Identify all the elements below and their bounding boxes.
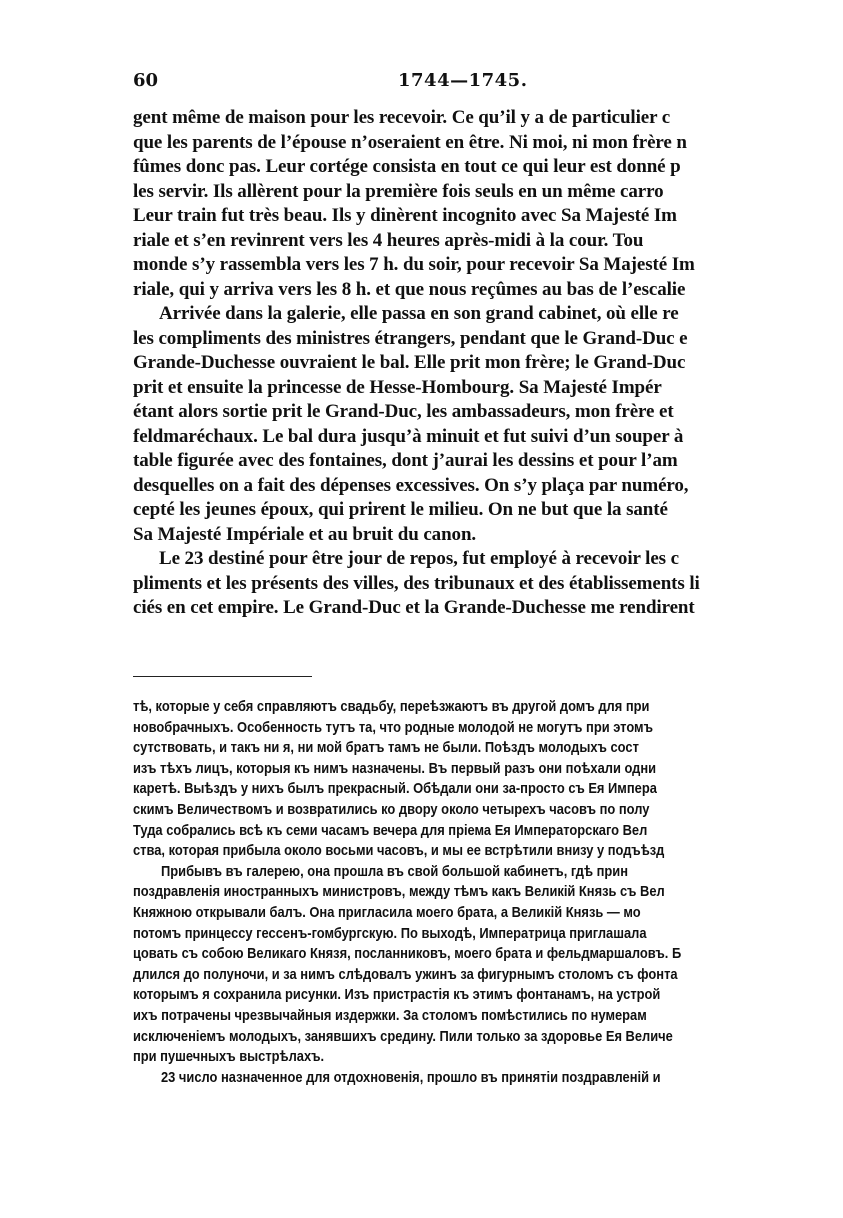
page-header	[133, 70, 833, 94]
footnote-line	[133, 800, 821, 821]
footnote-line	[133, 944, 821, 965]
footnote-line-text: длился до полуночи, и за нимъ слѣдовалъ ужинъ за фигурнымъ столомъ съ фонта	[133, 965, 678, 983]
text-line: pliments et les présents des villes, des tribunaux et des établissements li	[133, 572, 700, 594]
footnote-line-text: цовать съ собою Великаго Князя, посланниковъ, моего брата и фельдмаршаловъ. Б	[133, 945, 682, 963]
footnote-line-text: 23 число назначенное для отдохновенія, прошло въ принятіи поздравленій и	[161, 1068, 661, 1086]
footnote-line-text: Прибывъ въ галерею, она прошла въ свой большой кабинетъ, гдѣ прин	[161, 862, 628, 880]
text-line: fûmes donc pas. Leur cortége consista en tout ce qui leur est donné p	[133, 156, 681, 177]
footnote-line	[133, 779, 821, 800]
footnote-line	[133, 985, 821, 1006]
footnote-line	[133, 903, 821, 924]
text-line: cepté les jeunes époux, qui prirent le milieu. On ne but que la santé	[133, 499, 668, 520]
footnote-line-text: скимъ Величествомъ и возвратились ко двору около четырехъ часовъ по полу	[133, 800, 650, 818]
page-number: 60	[133, 70, 159, 91]
text-line: desquelles on a fait des dépenses excessives. On s’y plaça par numéro,	[133, 474, 689, 496]
footnote-line-text: тѣ, которые у себя справляютъ свадьбу, переѣзжаютъ въ другой домъ для при	[133, 698, 650, 715]
footnote-line-text: при пушечныхъ выстрѣлахъ.	[133, 1048, 325, 1066]
footnote-line	[133, 1006, 821, 1027]
text-line: monde s’y rassembla vers les 7 h. du soir, pour recevoir Sa Majesté Im	[133, 254, 695, 275]
text-line: Arrivée dans la galerie, elle passa en son grand cabinet, où elle re	[159, 303, 679, 324]
footnote-line-text: ства, которая прибыла около восьми часовъ, и мы ее встрѣтили внизу у подъѣзд	[133, 842, 665, 860]
footnote-line	[133, 924, 821, 945]
footnote-line	[133, 1068, 821, 1089]
footnote-line	[133, 965, 821, 986]
footnote-line-text: исключеніемъ молодыхъ, занявшихъ средину. Пили только за здоровье Ея Величе	[133, 1027, 673, 1045]
footnote-line-text: сутствовать, и такъ ни я, ни мой братъ тамъ не были. Поѣздъ молодыхъ сост	[133, 739, 639, 757]
footnote-line	[133, 738, 821, 759]
footnote-text	[133, 697, 821, 1088]
text-line: Leur train fut très beau. Ils y dinèrent incognito avec Sa Majesté Im	[133, 205, 677, 226]
text-line: feldmaréchaux. Le bal dura jusqu’à minuit et fut suivi d’un souper à	[133, 425, 684, 447]
footnote-line-text: Княжною открывали балъ. Она пригласила моего брата, а Великій Князь — мо	[133, 903, 641, 921]
footnote-line	[133, 1027, 821, 1048]
text-line: riale, qui y arriva vers les 8 h. et que nous reçûmes au bas de l’escalie	[133, 278, 686, 300]
text-line: les compliments des ministres étrangers, pendant que le Grand-Duc e	[133, 327, 688, 349]
footnote-line-text: Туда собрались всѣ къ семи часамъ вечера для пріема Ея Императорскаго Вел	[133, 821, 648, 839]
text-line: les servir. Ils allèrent pour la première fois seuls en un même carro	[133, 180, 664, 202]
text-line: Le 23 destiné pour être jour de repos, fut employé à recevoir les c	[159, 548, 679, 569]
footnote-line	[133, 841, 821, 862]
footnote-line	[133, 882, 821, 903]
footnote-line-text: которымъ я сохранила рисунки. Изъ пристрастія къ этимъ фонтанамъ, на устрой	[133, 986, 661, 1004]
text-line: table figurée avec des fontaines, dont j’aurai les dessins et pour l’am	[133, 450, 678, 471]
running-title: 1744—1745.	[398, 70, 528, 91]
footnote-line-text: новобрачныхъ. Особенность тутъ та, что родные молодой не могутъ при этомъ	[133, 718, 653, 736]
text-line: ciés en cet empire. Le Grand-Duc et la Grande-Duchesse me rendirent	[133, 597, 695, 618]
text-line: riale et s’en revinrent vers les 4 heures après-midi à la cour. Tou	[133, 229, 644, 251]
text-line: gent même de maison pour les recevoir. Ce qu’il y a de particulier c	[133, 107, 671, 128]
footnote-line	[133, 862, 821, 883]
footnote-line	[133, 759, 821, 780]
footnote-line	[133, 1047, 821, 1068]
text-line: prit et ensuite la princesse de Hesse-Hombourg. Sa Majesté Impér	[133, 376, 662, 398]
footnote-line-text: ихъ потрачены чрезвычайныя издержки. За столомъ помѣстились по нумерам	[133, 1006, 647, 1024]
text-line: étant alors sortie prit le Grand-Duc, les ambassadeurs, mon frère et	[133, 401, 674, 422]
footnote-line-text: каретѣ. Выѣздъ у нихъ былъ прекрасный. Обѣдали они за-просто съ Ея Импера	[133, 780, 657, 798]
footnote-line-text: поздравленія иностранныхъ министровъ, между тѣмъ какъ Великій Князь съ Вел	[133, 883, 665, 901]
footnote-line	[133, 718, 821, 739]
text-line: Sa Majesté Impériale et au bruit du canon.	[133, 523, 477, 545]
main-text	[133, 106, 821, 621]
text-line: que les parents de l’épouse n’oseraient en être. Ni moi, ni mon frère n	[133, 131, 687, 153]
footnote-line-text: потомъ принцессу гессенъ-гомбургскую. По выходѣ, Императрица приглашала	[133, 924, 647, 942]
text-line: Grande-Duchesse ouvraient le bal. Elle prit mon frère; le Grand-Duc	[133, 352, 686, 373]
footnote-line	[133, 697, 821, 718]
footnote-rule	[133, 676, 312, 677]
footnote-line	[133, 821, 821, 842]
footnote-line-text: изъ тѣхъ лицъ, которыя къ нимъ назначены. Въ первый разъ они поѣхали одни	[133, 759, 657, 777]
